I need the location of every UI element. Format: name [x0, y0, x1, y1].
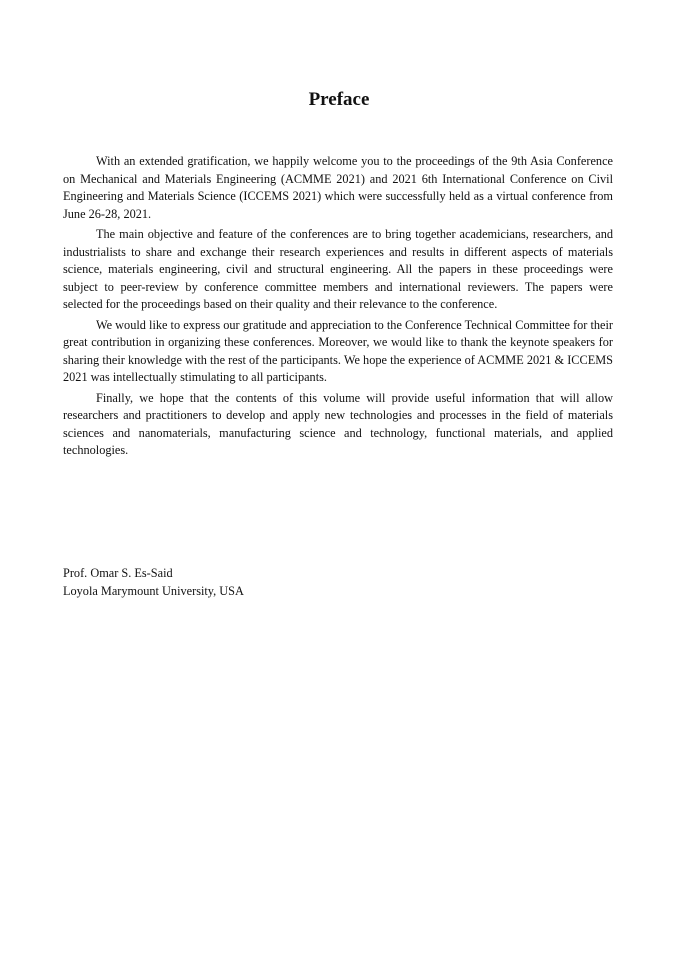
- signature-name: Prof. Omar S. Es-Said: [63, 566, 173, 580]
- preface-body: [63, 153, 613, 463]
- paragraph-gratitude: We would like to express our gratitude and appreciation to the Conference Technical Committee for their great contribution in organizing these conferences. Moreover, we would like to thank the keynote speakers for sharing their knowledge with the rest of the participants. We hope the experience of ACMME 2021 & ICCEMS 2021 was intellectually stimulating to all participants.: [63, 317, 613, 384]
- paragraph-closing: Finally, we hope that the contents of this volume will provide useful information that will allow researchers and practitioners to develop and apply new technologies and processes in the field of materials sciences and nanomaterials, manufacturing science and technology, functional materials, and applied technologies.: [63, 390, 613, 457]
- paragraph-welcome: With an extended gratification, we happily welcome you to the proceedings of the 9th Asia Conference on Mechanical and Materials Engineering (ACMME 2021) and 2021 6th International Conference on Civil Engineering and Materials Science (ICCEMS 2021) which were successfully held as a virtual conference from June 26-28, 2021.: [63, 154, 613, 221]
- paragraph-objective: The main objective and feature of the conferences are to bring together academicians, researchers, and industrialists to share and exchange their research experiences and results in different aspects of materials science, materials engineering, civil and structural engineering. All the papers in these proceedings were subject to peer-review by conference committee members and international reviewers. The papers were selected for the proceedings based on their quality and their relevance to the conference.: [63, 227, 613, 311]
- signature-block: [63, 564, 563, 600]
- signature-affiliation: Loyola Marymount University, USA: [63, 584, 244, 598]
- page-title: Preface: [308, 89, 370, 110]
